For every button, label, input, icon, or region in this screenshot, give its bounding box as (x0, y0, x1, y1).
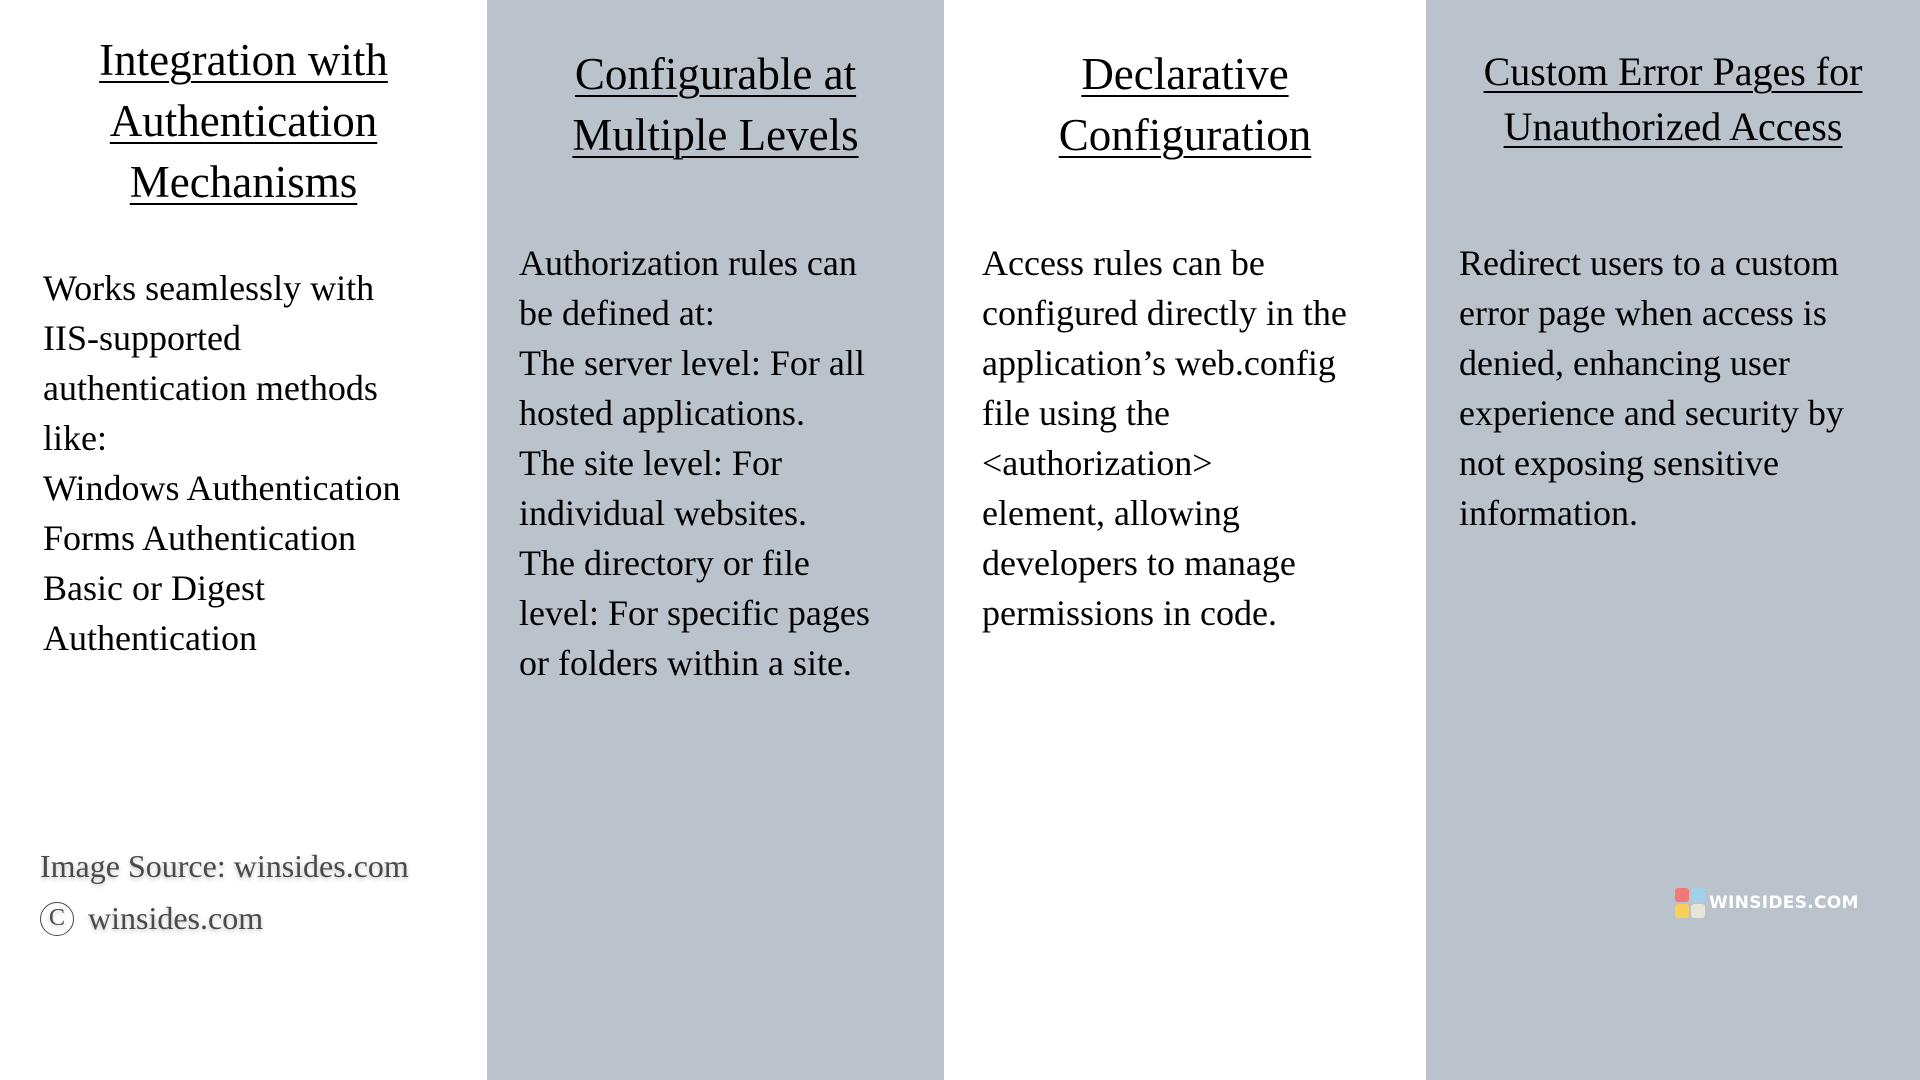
title-line: Configurable at (574, 49, 857, 99)
body-line: authentication methods (43, 368, 378, 408)
body-line: Works seamlessly with (43, 268, 375, 308)
body-line: error page when access is (1459, 293, 1827, 333)
winsides-watermark (1675, 888, 1859, 918)
body-line: level: For specific pages (519, 593, 870, 633)
body-line: application’s web.config (982, 343, 1336, 383)
column-title (1426, 44, 1920, 154)
body-line: or folders within a site. (519, 643, 852, 683)
body-line: The server level: For all (519, 343, 865, 383)
watermark-text: WINSIDES.COM (1709, 893, 1859, 913)
title-line: Integration with (99, 35, 388, 85)
body-line: Authentication (43, 618, 257, 658)
title-line: Unauthorized Access (1503, 104, 1843, 149)
body-line: <authorization> (982, 443, 1213, 483)
body-line: IIS-supported (43, 318, 241, 358)
body-line: experience and security by (1459, 393, 1844, 433)
body-line: information. (1459, 493, 1638, 533)
body-line: Access rules can be (982, 243, 1265, 283)
body-line: configured directly in the (982, 293, 1347, 333)
copyright-icon: C (40, 902, 74, 936)
body-line: developers to manage (982, 543, 1296, 583)
body-line: Basic or Digest (43, 568, 265, 608)
body-line: Authorization rules can (519, 243, 857, 283)
column-body (43, 263, 401, 663)
winsides-logo-icon (1675, 888, 1705, 918)
body-line: Windows Authentication (43, 468, 401, 508)
column-authentication-integration (0, 0, 487, 1080)
logo-tile (1691, 888, 1705, 902)
title-line: Configuration (1058, 110, 1312, 160)
column-configurable-levels (487, 0, 944, 1080)
logo-tile (1675, 888, 1689, 902)
body-line: The directory or file (519, 543, 810, 583)
logo-tile (1691, 904, 1705, 918)
body-line: Forms Authentication (43, 518, 356, 558)
copyright-text: winsides.com (88, 900, 264, 936)
body-line: be defined at: (519, 293, 715, 333)
column-title (487, 44, 944, 166)
title-line: Custom Error Pages for (1483, 49, 1863, 94)
body-line: permissions in code. (982, 593, 1277, 633)
body-line: like: (43, 418, 107, 458)
column-body (1459, 238, 1844, 538)
title-line: Mechanisms (129, 157, 358, 207)
body-line: The site level: For (519, 443, 782, 483)
body-line: hosted applications. (519, 393, 805, 433)
title-line: Authentication (109, 96, 378, 146)
body-line: individual websites. (519, 493, 807, 533)
column-title (944, 44, 1426, 166)
body-line: not exposing sensitive (1459, 443, 1779, 483)
body-line: file using the (982, 393, 1170, 433)
column-body (982, 238, 1347, 638)
column-body (519, 238, 870, 688)
logo-tile (1675, 904, 1689, 918)
column-title (0, 30, 487, 213)
title-line: Multiple Levels (572, 110, 859, 160)
image-source-credit: Image Source: winsides.com (40, 848, 409, 884)
body-line: element, allowing (982, 493, 1240, 533)
column-declarative-configuration (944, 0, 1426, 1080)
body-line: Redirect users to a custom (1459, 243, 1839, 283)
title-line: Declarative (1081, 49, 1289, 99)
body-line: denied, enhancing user (1459, 343, 1790, 383)
copyright-credit (40, 900, 263, 937)
column-custom-error-pages (1426, 0, 1920, 1080)
